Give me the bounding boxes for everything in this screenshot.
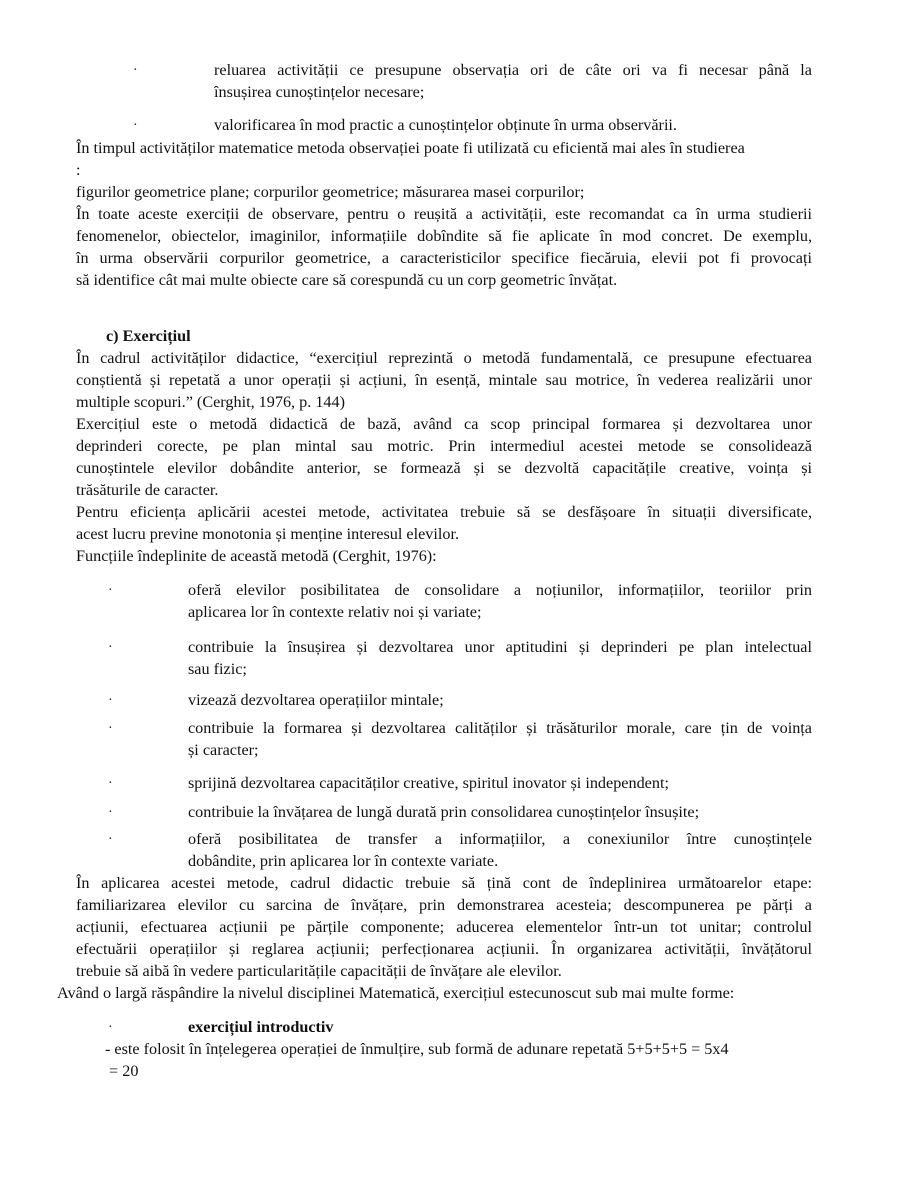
bullet-text: însușirea cunoștințelor necesare;: [214, 83, 425, 101]
bullet-marker: ·: [108, 832, 113, 847]
paragraph-line: fenomenelor, obiectelor, imaginilor, informațiile dobîndite să fie aplicate în mod concret. De exemplu,: [76, 227, 812, 245]
paragraph-line: trăsăturile de caracter.: [76, 481, 219, 499]
bullet-marker: ·: [133, 63, 138, 78]
form-description: = 20: [105, 1062, 139, 1080]
paragraph-line: în urma observării corpurilor geometrice, a caracteristicilor specifice fiecăruia, elevii pot fi provocați: [76, 249, 812, 267]
paragraph-line: să identifice cât mai multe obiecte care să corespundă cu un corp geometric învățat.: [76, 271, 618, 289]
form-title: exercițiul introductiv: [188, 1018, 334, 1036]
paragraph-line: figurilor geometrice plane; corpurilor geometrice; măsurarea masei corpurilor;: [76, 183, 585, 201]
function-item: sprijină dezvoltarea capacităților creative, spiritul inovator și independent;: [188, 774, 669, 792]
function-item: oferă elevilor posibilitatea de consolidare a noțiunilor, informațiilor, teoriilor prin: [188, 581, 812, 599]
bullet-marker: ·: [108, 640, 113, 655]
function-item: sau fizic;: [188, 660, 247, 678]
paragraph-line: În timpul activităților matematice metoda observației poate fi utilizată cu eficientă mai ales în studierea: [76, 139, 745, 157]
paragraph-line: Funcțiile îndeplinite de această metodă (Cerghit, 1976):: [76, 547, 437, 565]
bullet-marker: ·: [108, 805, 113, 820]
function-item: contribuie la însușirea și dezvoltarea unor aptitudini și deprinderi pe plan intelectual: [188, 638, 812, 656]
paragraph-line: Pentru eficiența aplicării acestei metode, activitatea trebuie să se desfășoare în situații diversificate,: [76, 503, 812, 521]
paragraph-line: În toate aceste exerciții de observare, pentru o reușită a activității, este recomandat ca în urma studierii: [76, 205, 812, 223]
paragraph-line: deprinderi corecte, pe plan mintal sau motric. Prin intermediul acestei metode se consolidează: [76, 437, 812, 455]
function-item: aplicarea lor în contexte relativ noi și variate;: [188, 603, 482, 621]
bullet-marker: ·: [133, 118, 138, 133]
bullet-marker: ·: [108, 776, 113, 791]
paragraph-line: conștientă și repetată a unor operații și acțiuni, în esență, mintale sau motrice, în vederea realizării unor: [76, 371, 812, 389]
bullet-marker: ·: [108, 693, 113, 708]
section-heading: c) Exercițiul: [106, 327, 191, 345]
paragraph-line: efectuării operațiilor și reglarea acțiunii; perfecționarea acțiunii. În organizarea activității, învățătorul: [76, 940, 812, 958]
paragraph-line: familiarizarea elevilor cu sarcina de învățare, prin demonstrarea acesteia; descompunerea pe părți a: [76, 896, 812, 914]
function-item: dobândite, prin aplicarea lor în contexte variate.: [188, 852, 499, 870]
paragraph-line: Exercițiul este o metodă didactică de bază, având ca scop principal formarea și dezvoltarea unor: [76, 415, 812, 433]
paragraph-line: :: [76, 161, 81, 179]
paragraph-line: cunoștintele elevilor dobândite anterior, se formează și se dezvoltă capacitățile creative, voința și: [76, 459, 812, 477]
bullet-marker: ·: [108, 721, 113, 736]
paragraph-line: trebuie să aibă în vedere particularitățile capacității de învățare ale elevilor.: [76, 962, 562, 980]
bullet-text: valorificarea în mod practic a cunoștințelor obținute în urma observării.: [214, 116, 677, 134]
paragraph-line: În cadrul activităților didactice, “exercițiul reprezintă o metodă fundamentală, ce presupune efectuarea: [76, 349, 812, 367]
form-description: - este folosit în înțelegerea operației de înmulțire, sub formă de adunare repetată 5+5+5+5 = 5x4: [105, 1040, 729, 1058]
function-item: contribuie la formarea și dezvoltarea calităților și trăsăturilor morale, care țin de voința: [188, 719, 812, 737]
paragraph-line: acțiunii, efectuarea acțiunii pe părțile componente; aducerea elementelor într-un tot unitar; controlul: [76, 918, 812, 936]
bullet-marker: ·: [108, 583, 113, 598]
function-item: și caracter;: [188, 741, 259, 759]
paragraph-line: multiple scopuri.” (Cerghit, 1976, p. 144): [76, 393, 346, 411]
function-item: contribuie la învățarea de lungă durată prin consolidarea cunoștințelor însușite;: [188, 803, 700, 821]
function-item: vizează dezvoltarea operațiilor mintale;: [188, 691, 444, 709]
function-item: oferă posibilitatea de transfer a informațiilor, a conexiunilor între cunoștințele: [188, 830, 812, 848]
bullet-marker: ·: [108, 1020, 113, 1035]
paragraph-line: În aplicarea acestei metode, cadrul didactic trebuie să țină cont de îndeplinirea următoarelor etape:: [76, 874, 812, 892]
paragraph-line: Având o largă răspândire la nivelul disciplinei Matematică, exercițiul estecunoscut sub mai multe forme:: [57, 984, 735, 1002]
bullet-text: reluarea activității ce presupune observația ori de câte ori va fi necesar până la: [214, 61, 812, 79]
paragraph-line: acest lucru previne monotonia și menține interesul elevilor.: [76, 525, 459, 543]
